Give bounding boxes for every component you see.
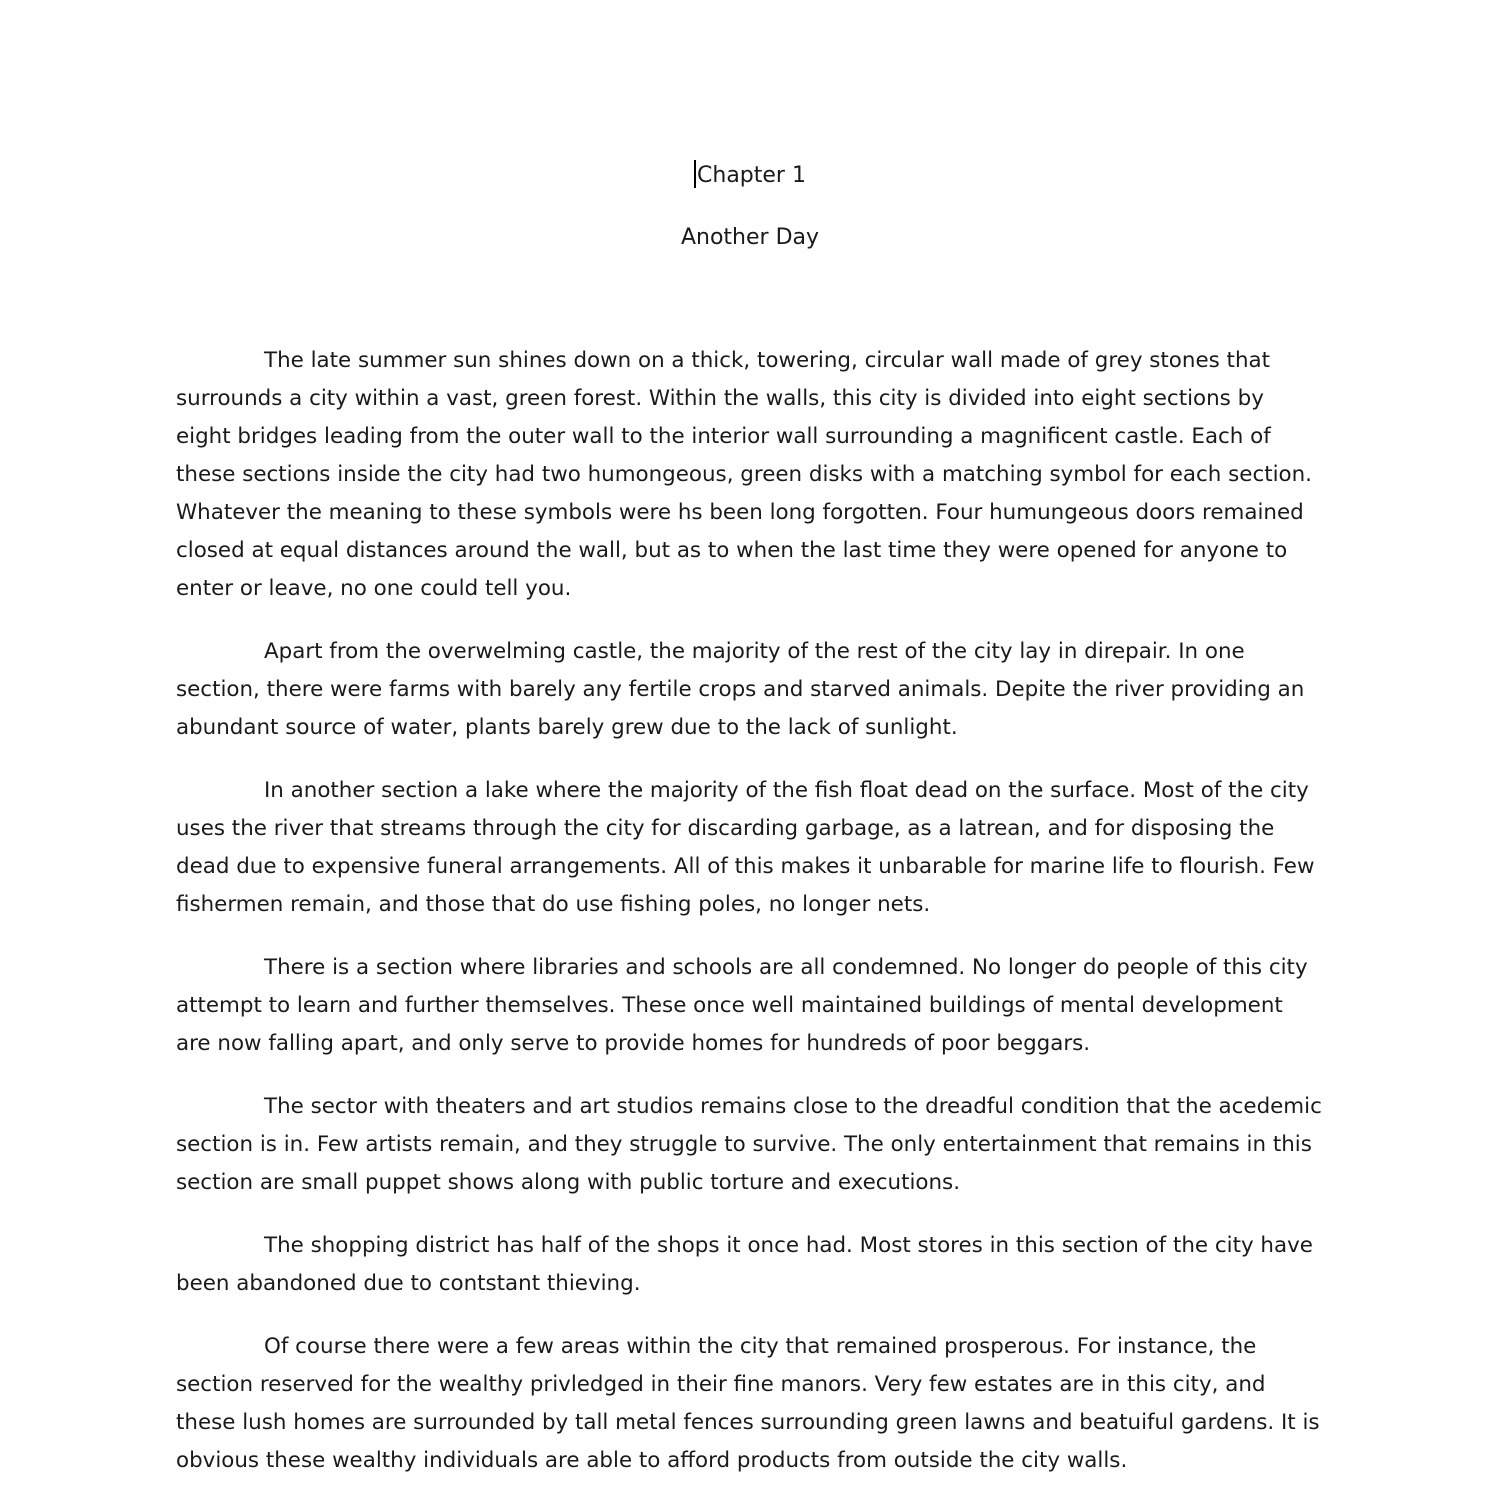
- chapter-subtitle: Another Day: [680, 225, 820, 250]
- text-cursor: [694, 160, 696, 188]
- paragraph: Apart from the overwelming castle, the majority of the rest of the city lay in direpair. In one section, there were farms with barely any fertile crops and starved animals. Depite the river providing an abundant source of water, plants barely grew due to the lack of sunlight.: [176, 639, 1305, 740]
- paragraph: The late summer sun shines down on a thick, towering, circular wall made of grey stones that surrounds a city within a vast, green forest. Within the walls, this city is divided into eight sections by eight bridges leading from the outer wall to the interior wall surrounding a magnificent castle. Each of these sections inside the city had two humongeous, green disks with a matching symbol for each section. Whatever the meaning to these symbols were hs been long forgotten. Four humungeous doors remained closed at equal distances around the wall, but as to when the last time they were opened for anyone to enter or leave, no one could tell you.: [176, 348, 1312, 601]
- paragraph: The shopping district has half of the shops it once had. Most stores in this section of the city have been abandoned due to contstant thieving.: [176, 1233, 1313, 1296]
- chapter-title-text: Chapter 1: [697, 163, 806, 188]
- paragraph: The sector with theaters and art studios remains close to the dreadful condition that the acedemic section is in. Few artists remain, and they struggle to survive. The only entertainment that remains in this section are small puppet shows along with public torture and executions.: [176, 1094, 1322, 1195]
- paragraph: There is a section where libraries and schools are all condemned. No longer do people of this city attempt to learn and further themselves. These once well maintained buildings of mental development are now falling apart, and only serve to provide homes for hundreds of poor beggars.: [176, 955, 1308, 1056]
- chapter-title: [0, 160, 1500, 191]
- paragraph: Of course there were a few areas within the city that remained prosperous. For instance, the section reserved for the wealthy privledged in their fine manors. Very few estates are in this city, and these lush homes are surrounded by tall metal fences surrounding green lawns and beatuiful gardens. It is obvious these wealthy individuals are able to afford products from outside the city walls.: [176, 1334, 1320, 1473]
- paragraph: In another section a lake where the majority of the fish float dead on the surface. Most of the city uses the river that streams through the city for discarding garbage, as a latrean, and for disposing the dead due to expensive funeral arrangements. All of this makes it unbarable for marine life to flourish. Few fishermen remain, and those that do use fishing poles, no longer nets.: [176, 778, 1315, 917]
- document-body[interactable]: [176, 342, 1324, 1505]
